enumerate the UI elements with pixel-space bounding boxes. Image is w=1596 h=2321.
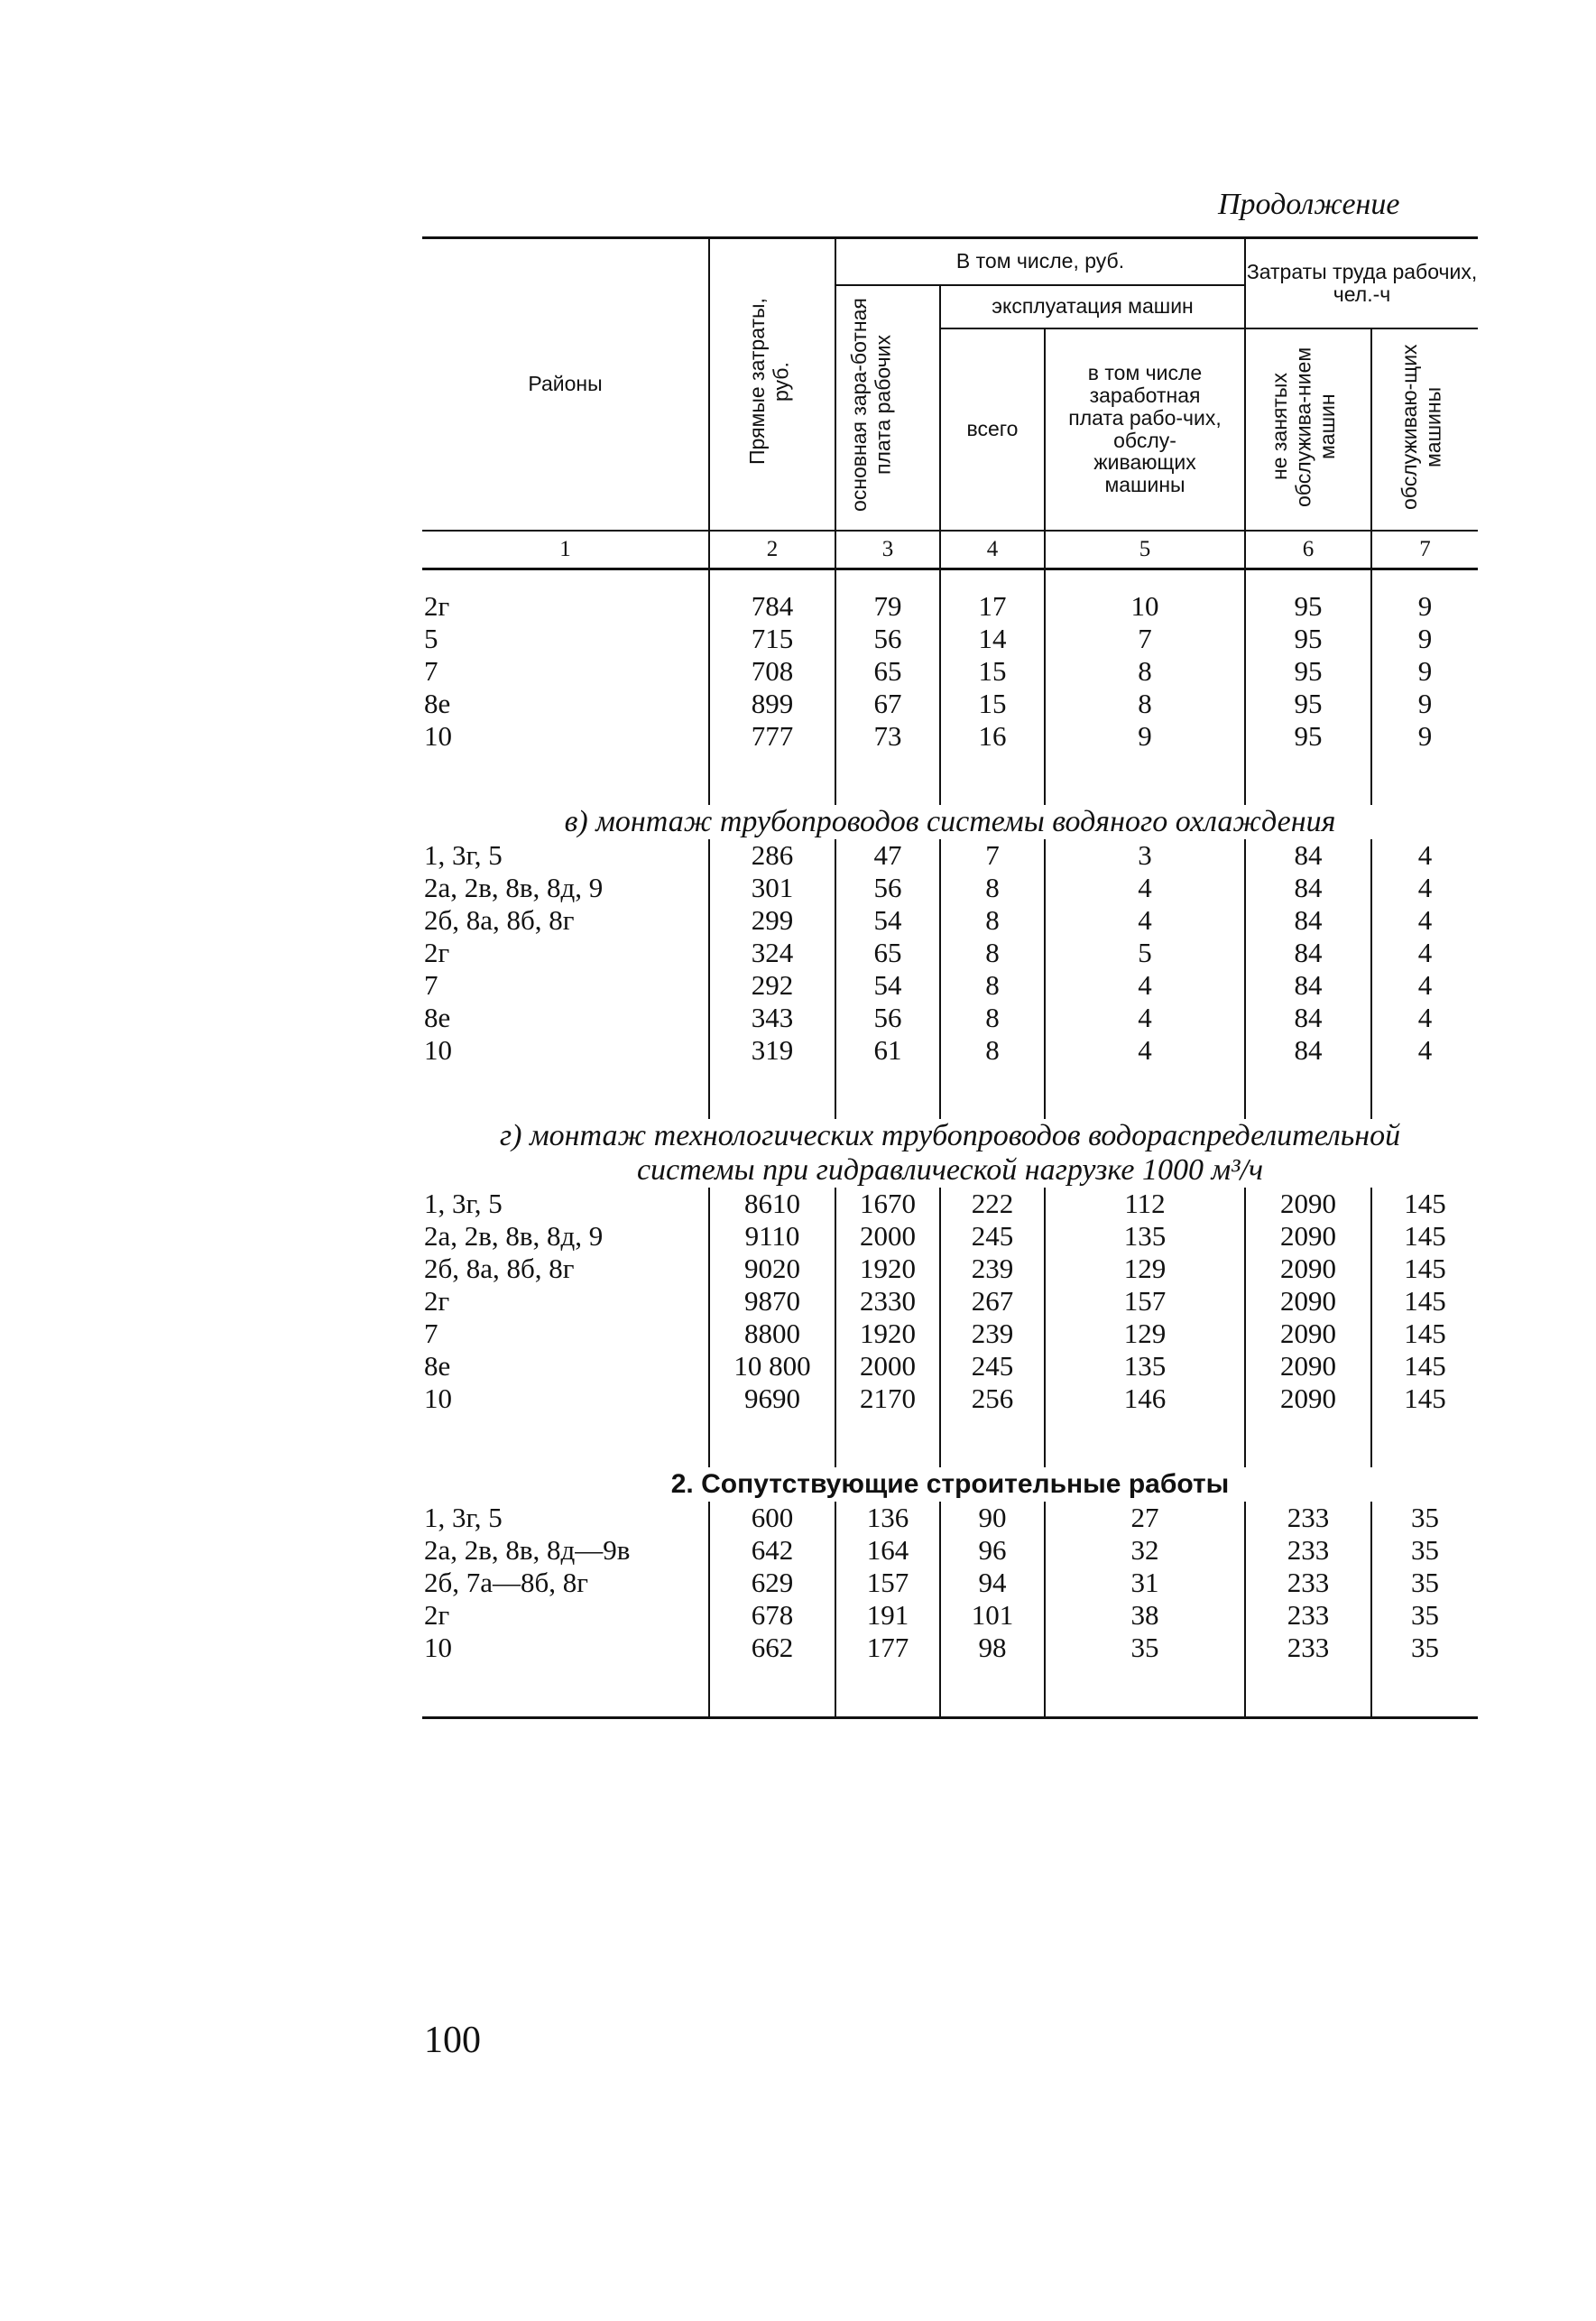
base-wage-cell: 65 — [835, 655, 940, 688]
column-number: 3 — [835, 531, 940, 569]
direct-cost-cell: 10 800 — [709, 1350, 835, 1382]
cost-table-container — [422, 236, 1478, 1719]
machine-wage-cell: 4 — [1045, 969, 1245, 1002]
labor-not-machine-cell: 84 — [1245, 937, 1371, 969]
region-cell: 5 — [424, 622, 438, 654]
machine-total-cell: 14 — [940, 623, 1045, 655]
region-cell: 2а, 2в, 8в, 8д, 9 — [424, 871, 604, 903]
labor-not-machine-cell: 2090 — [1245, 1220, 1371, 1253]
machine-total-cell: 239 — [940, 1318, 1045, 1350]
table-row — [422, 1220, 1478, 1253]
labor-machine-cell: 9 — [1371, 688, 1478, 720]
region-cell: 8е — [424, 687, 451, 719]
header-base-wage-text: основная зара-ботная плата рабочих — [847, 298, 895, 513]
region-cell: 2г — [424, 1598, 450, 1631]
direct-cost-cell: 715 — [709, 623, 835, 655]
header-labor-not-machine — [1245, 328, 1371, 531]
machine-total-cell: 267 — [940, 1285, 1045, 1318]
direct-cost-cell: 629 — [709, 1567, 835, 1599]
machine-total-cell: 245 — [940, 1350, 1045, 1382]
table-row — [422, 872, 1478, 904]
column-number: 1 — [422, 531, 709, 569]
table-row — [422, 937, 1478, 969]
table-row — [422, 1382, 1478, 1415]
region-cell: 1, 3г, 5 — [424, 1187, 503, 1219]
region-cell: 2б, 8а, 8б, 8г — [424, 903, 575, 936]
labor-not-machine-cell: 233 — [1245, 1502, 1371, 1534]
base-wage-cell: 164 — [835, 1534, 940, 1567]
labor-machine-cell: 9 — [1371, 623, 1478, 655]
labor-machine-cell: 145 — [1371, 1350, 1478, 1382]
machine-total-cell: 222 — [940, 1188, 1045, 1220]
direct-cost-cell: 600 — [709, 1502, 835, 1534]
table-row — [422, 1253, 1478, 1285]
column-number: 4 — [940, 531, 1045, 569]
header-labor-machine-text: обслуживаю-щих машины — [1397, 344, 1444, 510]
base-wage-cell: 191 — [835, 1599, 940, 1632]
machine-total-cell: 96 — [940, 1534, 1045, 1567]
labor-machine-cell: 4 — [1371, 872, 1478, 904]
table-row — [422, 720, 1478, 753]
labor-not-machine-cell: 84 — [1245, 969, 1371, 1002]
base-wage-cell: 2330 — [835, 1285, 940, 1318]
machine-total-cell: 8 — [940, 969, 1045, 1002]
region-cell: 10 — [424, 719, 452, 752]
machine-wage-cell: 4 — [1045, 872, 1245, 904]
header-labor-machine — [1371, 328, 1478, 531]
table-row — [422, 688, 1478, 720]
base-wage-cell: 47 — [835, 839, 940, 872]
labor-not-machine-cell: 2090 — [1245, 1318, 1371, 1350]
base-wage-cell: 54 — [835, 904, 940, 937]
base-wage-cell: 79 — [835, 590, 940, 623]
base-wage-cell: 2000 — [835, 1220, 940, 1253]
machine-total-cell: 7 — [940, 839, 1045, 872]
labor-machine-cell: 9 — [1371, 720, 1478, 753]
machine-wage-cell: 135 — [1045, 1220, 1245, 1253]
machine-total-cell: 239 — [940, 1253, 1045, 1285]
continuation-label: Продолжение — [1218, 188, 1400, 221]
labor-not-machine-cell: 95 — [1245, 720, 1371, 753]
labor-machine-cell: 9 — [1371, 655, 1478, 688]
column-number: 6 — [1245, 531, 1371, 569]
machine-total-cell: 15 — [940, 688, 1045, 720]
machine-total-cell: 8 — [940, 904, 1045, 937]
direct-cost-cell: 286 — [709, 839, 835, 872]
machine-wage-cell: 146 — [1045, 1382, 1245, 1415]
labor-machine-cell: 35 — [1371, 1534, 1478, 1567]
region-cell: 10 — [424, 1382, 452, 1414]
table-row — [422, 1188, 1478, 1220]
machine-wage-cell: 157 — [1045, 1285, 1245, 1318]
machine-wage-cell: 5 — [1045, 937, 1245, 969]
labor-not-machine-cell: 95 — [1245, 590, 1371, 623]
section-title — [422, 1119, 1478, 1188]
region-cell: 2б, 8а, 8б, 8г — [424, 1252, 575, 1284]
region-cell: 10 — [424, 1033, 452, 1066]
labor-machine-cell: 4 — [1371, 1034, 1478, 1067]
direct-cost-cell: 8800 — [709, 1318, 835, 1350]
table-row — [422, 655, 1478, 688]
labor-machine-cell: 4 — [1371, 969, 1478, 1002]
table-row — [422, 1002, 1478, 1034]
region-cell: 10 — [424, 1631, 452, 1663]
machine-wage-cell: 7 — [1045, 623, 1245, 655]
section-title: 2. Сопутствующие строительные работы — [670, 1468, 1230, 1499]
header-machine-wage: в том числе заработная плата рабо-чих, обслу-живающих машины — [1045, 328, 1245, 531]
section-title: в) монтаж трубопроводов системы водяного охлаждения — [564, 804, 1336, 838]
base-wage-cell: 1670 — [835, 1188, 940, 1220]
direct-cost-cell: 292 — [709, 969, 835, 1002]
header-regions: Районы — [422, 238, 709, 531]
machine-wage-cell: 4 — [1045, 904, 1245, 937]
region-cell: 2а, 2в, 8в, 8д, 9 — [424, 1219, 604, 1252]
machine-wage-cell: 3 — [1045, 839, 1245, 872]
labor-machine-cell: 145 — [1371, 1188, 1478, 1220]
base-wage-cell: 1920 — [835, 1253, 940, 1285]
labor-machine-cell: 35 — [1371, 1599, 1478, 1632]
table-row — [422, 1285, 1478, 1318]
region-cell: 2г — [424, 936, 450, 968]
base-wage-cell: 2170 — [835, 1382, 940, 1415]
labor-not-machine-cell: 2090 — [1245, 1350, 1371, 1382]
machine-total-cell: 98 — [940, 1632, 1045, 1664]
direct-cost-cell: 299 — [709, 904, 835, 937]
labor-machine-cell: 145 — [1371, 1220, 1478, 1253]
machine-wage-cell: 4 — [1045, 1002, 1245, 1034]
direct-cost-cell: 784 — [709, 590, 835, 623]
header-including-rub: В том числе, руб. — [835, 238, 1245, 285]
direct-cost-cell: 9870 — [709, 1285, 835, 1318]
machine-wage-cell: 112 — [1045, 1188, 1245, 1220]
labor-machine-cell: 35 — [1371, 1567, 1478, 1599]
column-number: 7 — [1371, 531, 1478, 569]
table-row — [422, 904, 1478, 937]
machine-wage-cell: 135 — [1045, 1350, 1245, 1382]
labor-machine-cell: 145 — [1371, 1318, 1478, 1350]
machine-total-cell: 8 — [940, 872, 1045, 904]
machine-wage-cell: 4 — [1045, 1034, 1245, 1067]
labor-machine-cell: 9 — [1371, 590, 1478, 623]
machine-wage-cell: 31 — [1045, 1567, 1245, 1599]
direct-cost-cell: 777 — [709, 720, 835, 753]
table-row — [422, 969, 1478, 1002]
machine-total-cell: 15 — [940, 655, 1045, 688]
direct-cost-cell: 324 — [709, 937, 835, 969]
section-1 — [422, 569, 1478, 805]
labor-not-machine-cell: 233 — [1245, 1534, 1371, 1567]
table-row — [422, 1502, 1478, 1534]
base-wage-cell: 2000 — [835, 1350, 940, 1382]
direct-cost-cell: 662 — [709, 1632, 835, 1664]
base-wage-cell: 56 — [835, 623, 940, 655]
region-cell: 7 — [424, 968, 438, 1001]
machine-total-cell: 101 — [940, 1599, 1045, 1632]
cost-table — [422, 236, 1478, 1719]
direct-cost-cell: 899 — [709, 688, 835, 720]
section-construction-works — [422, 1467, 1478, 1718]
labor-not-machine-cell: 233 — [1245, 1567, 1371, 1599]
base-wage-cell: 61 — [835, 1034, 940, 1067]
section-water-distribution — [422, 1119, 1478, 1467]
machine-total-cell: 245 — [940, 1220, 1045, 1253]
machine-total-cell: 8 — [940, 1034, 1045, 1067]
base-wage-cell: 177 — [835, 1632, 940, 1664]
labor-machine-cell: 4 — [1371, 937, 1478, 969]
header-labor-not-machine-text: не занятых обслужива-нием машин — [1268, 347, 1339, 507]
column-number-row — [422, 531, 1478, 569]
machine-wage-cell: 32 — [1045, 1534, 1245, 1567]
labor-not-machine-cell: 84 — [1245, 1002, 1371, 1034]
header-base-wage — [835, 285, 940, 531]
base-wage-cell: 56 — [835, 1002, 940, 1034]
labor-not-machine-cell: 2090 — [1245, 1253, 1371, 1285]
header-machine-operation: эксплуатация машин — [940, 285, 1245, 328]
machine-wage-cell: 35 — [1045, 1632, 1245, 1664]
base-wage-cell: 56 — [835, 872, 940, 904]
table-row — [422, 1534, 1478, 1567]
labor-machine-cell: 145 — [1371, 1253, 1478, 1285]
labor-not-machine-cell: 233 — [1245, 1632, 1371, 1664]
labor-not-machine-cell: 95 — [1245, 688, 1371, 720]
labor-not-machine-cell: 84 — [1245, 904, 1371, 937]
labor-not-machine-cell: 95 — [1245, 655, 1371, 688]
labor-machine-cell: 4 — [1371, 1002, 1478, 1034]
region-cell: 7 — [424, 654, 438, 687]
direct-cost-cell: 642 — [709, 1534, 835, 1567]
machine-wage-cell: 8 — [1045, 688, 1245, 720]
machine-total-cell: 90 — [940, 1502, 1045, 1534]
region-cell: 2а, 2в, 8в, 8д—9в — [424, 1533, 631, 1566]
machine-wage-cell: 10 — [1045, 590, 1245, 623]
table-row — [422, 1567, 1478, 1599]
table-row — [422, 1350, 1478, 1382]
labor-machine-cell: 145 — [1371, 1285, 1478, 1318]
labor-machine-cell: 35 — [1371, 1632, 1478, 1664]
region-cell: 1, 3г, 5 — [424, 838, 503, 871]
base-wage-cell: 136 — [835, 1502, 940, 1534]
table-row — [422, 623, 1478, 655]
direct-cost-cell: 319 — [709, 1034, 835, 1067]
labor-not-machine-cell: 2090 — [1245, 1285, 1371, 1318]
machine-wage-cell: 129 — [1045, 1253, 1245, 1285]
table-row — [422, 590, 1478, 623]
table-row — [422, 1599, 1478, 1632]
column-number: 2 — [709, 531, 835, 569]
direct-cost-cell: 9020 — [709, 1253, 835, 1285]
labor-not-machine-cell: 2090 — [1245, 1188, 1371, 1220]
section-water-cooling — [422, 805, 1478, 1119]
labor-not-machine-cell: 95 — [1245, 623, 1371, 655]
direct-cost-cell: 8610 — [709, 1188, 835, 1220]
labor-machine-cell: 4 — [1371, 839, 1478, 872]
machine-wage-cell: 129 — [1045, 1318, 1245, 1350]
base-wage-cell: 73 — [835, 720, 940, 753]
machine-total-cell: 16 — [940, 720, 1045, 753]
region-cell: 2г — [424, 589, 450, 622]
table-row — [422, 1632, 1478, 1664]
labor-not-machine-cell: 233 — [1245, 1599, 1371, 1632]
base-wage-cell: 65 — [835, 937, 940, 969]
machine-wage-cell: 8 — [1045, 655, 1245, 688]
direct-cost-cell: 678 — [709, 1599, 835, 1632]
base-wage-cell: 1920 — [835, 1318, 940, 1350]
machine-total-cell: 256 — [940, 1382, 1045, 1415]
machine-total-cell: 8 — [940, 937, 1045, 969]
labor-machine-cell: 4 — [1371, 904, 1478, 937]
labor-machine-cell: 145 — [1371, 1382, 1478, 1415]
base-wage-cell: 157 — [835, 1567, 940, 1599]
table-row — [422, 1034, 1478, 1067]
direct-cost-cell: 708 — [709, 655, 835, 688]
labor-not-machine-cell: 84 — [1245, 1034, 1371, 1067]
table-row — [422, 1318, 1478, 1350]
base-wage-cell: 67 — [835, 688, 940, 720]
labor-machine-cell: 35 — [1371, 1502, 1478, 1534]
section-title-line-2: системы при гидравлической нагрузке 1000 м³/ч — [636, 1152, 1264, 1187]
machine-wage-cell: 27 — [1045, 1502, 1245, 1534]
direct-cost-cell: 301 — [709, 872, 835, 904]
header-machine-total: всего — [940, 328, 1045, 531]
base-wage-cell: 54 — [835, 969, 940, 1002]
direct-cost-cell: 9110 — [709, 1220, 835, 1253]
region-cell: 2б, 7а—8б, 8г — [424, 1566, 589, 1598]
region-cell: 8е — [424, 1349, 451, 1382]
header-labor-costs: Затраты труда рабочих, чел.-ч — [1245, 238, 1478, 328]
machine-total-cell: 94 — [940, 1567, 1045, 1599]
labor-not-machine-cell: 84 — [1245, 839, 1371, 872]
column-number: 5 — [1045, 531, 1245, 569]
machine-wage-cell: 38 — [1045, 1599, 1245, 1632]
region-cell: 7 — [424, 1317, 438, 1349]
table-row — [422, 839, 1478, 872]
labor-not-machine-cell: 84 — [1245, 872, 1371, 904]
labor-not-machine-cell: 2090 — [1245, 1382, 1371, 1415]
machine-total-cell: 8 — [940, 1002, 1045, 1034]
table-header — [422, 238, 1478, 569]
machine-total-cell: 17 — [940, 590, 1045, 623]
section-title-line-1: г) монтаж технологических трубопроводов водораспределительной — [499, 1118, 1401, 1152]
machine-wage-cell: 9 — [1045, 720, 1245, 753]
direct-cost-cell: 343 — [709, 1002, 835, 1034]
region-cell: 2г — [424, 1284, 450, 1317]
page-number: 100 — [424, 2020, 481, 2061]
header-direct-costs-text: Прямые затраты, руб. — [745, 298, 793, 466]
direct-cost-cell: 9690 — [709, 1382, 835, 1415]
region-cell: 8е — [424, 1001, 451, 1033]
header-direct-costs — [709, 238, 835, 531]
region-cell: 1, 3г, 5 — [424, 1501, 503, 1533]
